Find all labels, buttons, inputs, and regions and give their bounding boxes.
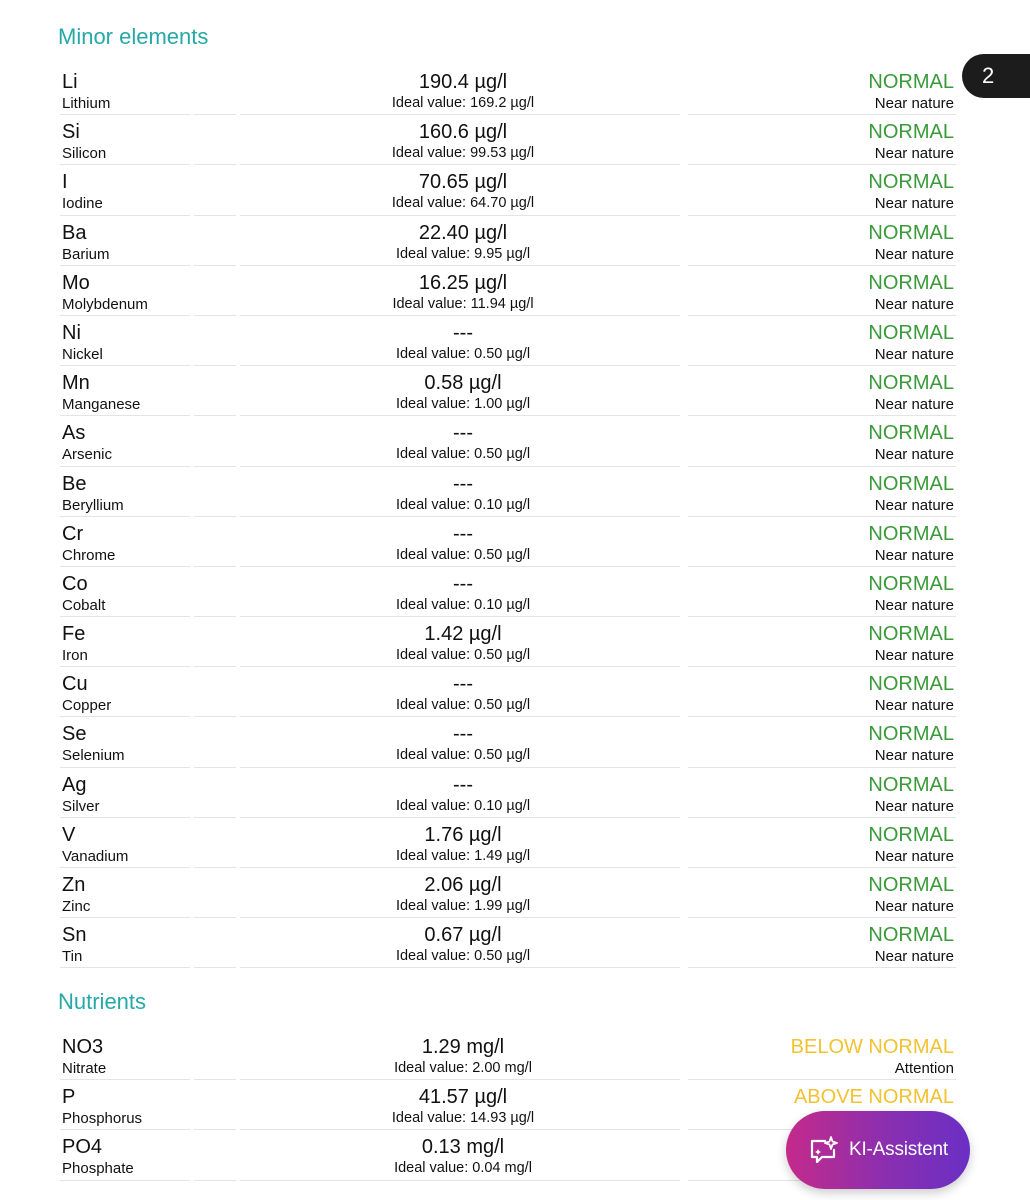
status-note: Near nature	[874, 145, 954, 163]
element-name: Silver	[62, 797, 100, 815]
status-label: NORMAL	[868, 321, 954, 344]
status-label: NORMAL	[868, 372, 954, 395]
status-label: NORMAL	[868, 823, 954, 846]
status-note: Near nature	[874, 345, 954, 363]
status-label: NORMAL	[868, 572, 954, 595]
measured-value: ---	[453, 422, 473, 445]
table-row	[60, 717, 956, 767]
ideal-value: Ideal value: 1.99 µg/l	[395, 898, 531, 914]
ideal-value: Ideal value: 0.50 µg/l	[395, 747, 531, 764]
element-symbol: As	[62, 422, 86, 445]
row-divider	[194, 1180, 236, 1181]
status-label: NORMAL	[868, 623, 954, 646]
ideal-value: Ideal value: 0.04 mg/l	[394, 1160, 532, 1177]
table-row	[60, 316, 956, 366]
table-row	[60, 65, 956, 115]
status-label: NORMAL	[868, 723, 954, 746]
status-label: BELOW NORMAL	[790, 1036, 954, 1058]
measured-value: 41.57 µg/l	[418, 1086, 508, 1109]
ideal-value: Ideal value: 0.10 µg/l	[395, 496, 531, 513]
element-name: Selenium	[62, 747, 125, 765]
table-row	[60, 868, 956, 918]
ideal-value: Ideal value: 9.95 µg/l	[395, 245, 531, 262]
status-label: NORMAL	[868, 874, 954, 896]
row-divider	[240, 967, 680, 968]
element-name: Manganese	[62, 396, 141, 414]
status-label: NORMAL	[868, 171, 954, 194]
measured-value: ---	[453, 472, 473, 495]
measured-value: 1.29 mg/l	[421, 1036, 505, 1058]
element-symbol: Li	[62, 71, 78, 93]
element-name: Zinc	[62, 898, 91, 915]
status-note: Near nature	[874, 546, 954, 564]
element-symbol: I	[62, 171, 68, 194]
element-name: Arsenic	[62, 446, 113, 464]
status-note: Attention	[894, 1060, 954, 1077]
element-symbol: Mo	[62, 271, 90, 294]
element-symbol: Zn	[62, 874, 86, 896]
status-label: NORMAL	[868, 773, 954, 796]
table-row	[60, 266, 956, 316]
table-row	[60, 366, 956, 416]
measured-value: 0.67 µg/l	[424, 924, 502, 947]
element-name: Phosphorus	[62, 1110, 143, 1128]
measured-value: 2.06 µg/l	[424, 874, 502, 896]
element-name: Iron	[62, 647, 88, 665]
ideal-value: Ideal value: 0.50 µg/l	[395, 948, 531, 965]
measured-value: 190.4 µg/l	[418, 71, 508, 93]
table-row	[60, 818, 956, 868]
status-label: NORMAL	[868, 71, 954, 93]
measured-value: ---	[453, 673, 473, 696]
row-divider	[194, 967, 236, 968]
status-note: Near nature	[874, 898, 954, 915]
table-row	[60, 667, 956, 717]
element-symbol: Cu	[62, 673, 88, 696]
measured-value: 1.42 µg/l	[424, 623, 502, 646]
ideal-value: Ideal value: 0.10 µg/l	[395, 797, 531, 814]
status-label: NORMAL	[868, 924, 954, 947]
minor-elements-table	[60, 65, 956, 968]
element-symbol: PO4	[62, 1136, 103, 1159]
ideal-value: Ideal value: 0.50 µg/l	[395, 446, 531, 463]
measured-value: ---	[453, 773, 473, 796]
element-symbol: Se	[62, 723, 87, 746]
status-note: Near nature	[874, 647, 954, 665]
element-name: Silicon	[62, 145, 107, 163]
element-symbol: P	[62, 1086, 76, 1109]
table-row	[60, 1030, 956, 1080]
row-divider	[60, 967, 190, 968]
table-row	[60, 416, 956, 466]
status-note: Near nature	[874, 948, 954, 966]
ideal-value: Ideal value: 64.70 µg/l	[391, 195, 535, 212]
section-title-nutrients: Nutrients	[58, 989, 147, 1014]
element-name: Copper	[62, 697, 112, 715]
measured-value: ---	[453, 321, 473, 344]
status-note: Near nature	[874, 596, 954, 614]
measured-value: 70.65 µg/l	[418, 171, 508, 194]
row-divider	[688, 967, 956, 968]
element-symbol: Fe	[62, 623, 86, 646]
status-note: Near nature	[874, 496, 954, 514]
ideal-value: Ideal value: 0.10 µg/l	[395, 596, 531, 613]
element-symbol: Co	[62, 572, 88, 595]
status-label: NORMAL	[868, 121, 954, 144]
element-name: Nitrate	[62, 1060, 107, 1077]
row-divider	[60, 1180, 190, 1181]
measured-value: 16.25 µg/l	[418, 271, 508, 294]
element-symbol: NO3	[62, 1036, 104, 1058]
element-symbol: Ag	[62, 773, 87, 796]
element-symbol: Ba	[62, 221, 87, 244]
element-name: Lithium	[62, 95, 111, 112]
measured-value: 0.13 mg/l	[421, 1136, 505, 1159]
element-name: Phosphate	[62, 1160, 134, 1178]
table-row	[60, 467, 956, 517]
ideal-value: Ideal value: 11.94 µg/l	[392, 295, 534, 312]
status-note: Near nature	[874, 295, 954, 313]
row-divider	[240, 1180, 680, 1181]
status-label: NORMAL	[868, 221, 954, 244]
status-note: Near nature	[874, 847, 954, 865]
measured-value: 0.58 µg/l	[424, 372, 502, 395]
status-note: Near nature	[874, 797, 954, 815]
element-symbol: Si	[62, 121, 80, 144]
element-name: Vanadium	[62, 847, 129, 865]
ideal-value: Ideal value: 0.50 µg/l	[395, 345, 531, 362]
table-row	[60, 617, 956, 667]
ideal-value: Ideal value: 1.49 µg/l	[395, 847, 531, 864]
status-label: NORMAL	[868, 422, 954, 445]
table-row	[60, 165, 956, 215]
element-symbol: Mn	[62, 372, 90, 395]
element-name: Barium	[62, 245, 110, 263]
element-name: Nickel	[62, 345, 103, 363]
ideal-value: Ideal value: 0.50 µg/l	[395, 697, 531, 714]
status-note: Near nature	[874, 747, 954, 765]
table-row	[60, 517, 956, 567]
status-label: NORMAL	[868, 472, 954, 495]
status-note: Near nature	[874, 446, 954, 464]
table-row	[60, 567, 956, 617]
measured-value: 22.40 µg/l	[418, 221, 508, 244]
measured-value: ---	[453, 572, 473, 595]
status-label: ABOVE NORMAL	[793, 1086, 954, 1109]
element-symbol: Be	[62, 472, 87, 495]
status-label: NORMAL	[868, 673, 954, 696]
status-label: NORMAL	[868, 271, 954, 294]
chat-sparkle-icon	[808, 1136, 838, 1164]
element-symbol: Ni	[62, 321, 81, 344]
element-name: Cobalt	[62, 596, 106, 614]
element-name: Tin	[62, 948, 83, 966]
table-row	[60, 918, 956, 968]
section-title-minor-elements: Minor elements	[58, 24, 209, 49]
measured-value: ---	[453, 723, 473, 746]
element-name: Beryllium	[62, 496, 124, 514]
element-symbol: Sn	[62, 924, 87, 947]
table-row	[60, 216, 956, 266]
ideal-value: Ideal value: 14.93 µg/l	[391, 1110, 535, 1127]
ideal-value: Ideal value: 99.53 µg/l	[391, 145, 535, 162]
measured-value: ---	[453, 522, 473, 545]
table-row	[60, 768, 956, 818]
ideal-value: Ideal value: 169.2 µg/l	[391, 95, 535, 111]
element-name: Chrome	[62, 546, 116, 564]
element-name: Molybdenum	[62, 295, 148, 313]
status-label: NORMAL	[868, 522, 954, 545]
ideal-value: Ideal value: 2.00 mg/l	[394, 1060, 532, 1076]
measured-value: 1.76 µg/l	[424, 823, 502, 846]
status-note: Near nature	[874, 195, 954, 213]
status-note: Near nature	[874, 396, 954, 414]
ideal-value: Ideal value: 0.50 µg/l	[395, 647, 531, 664]
page-number-badge: 2	[962, 54, 1030, 98]
element-name: Iodine	[62, 195, 103, 213]
ki-assistant-button[interactable]	[786, 1111, 970, 1189]
element-symbol: Cr	[62, 522, 84, 545]
table-row	[60, 115, 956, 165]
ideal-value: Ideal value: 0.50 µg/l	[395, 546, 531, 563]
ideal-value: Ideal value: 1.00 µg/l	[395, 396, 531, 413]
ki-assistant-label: KI-Assistent	[849, 1139, 948, 1160]
status-note: Near nature	[874, 95, 954, 112]
measured-value: 160.6 µg/l	[418, 121, 508, 144]
status-note: Near nature	[874, 697, 954, 715]
element-symbol: V	[62, 823, 76, 846]
status-note: Near nature	[874, 245, 954, 263]
